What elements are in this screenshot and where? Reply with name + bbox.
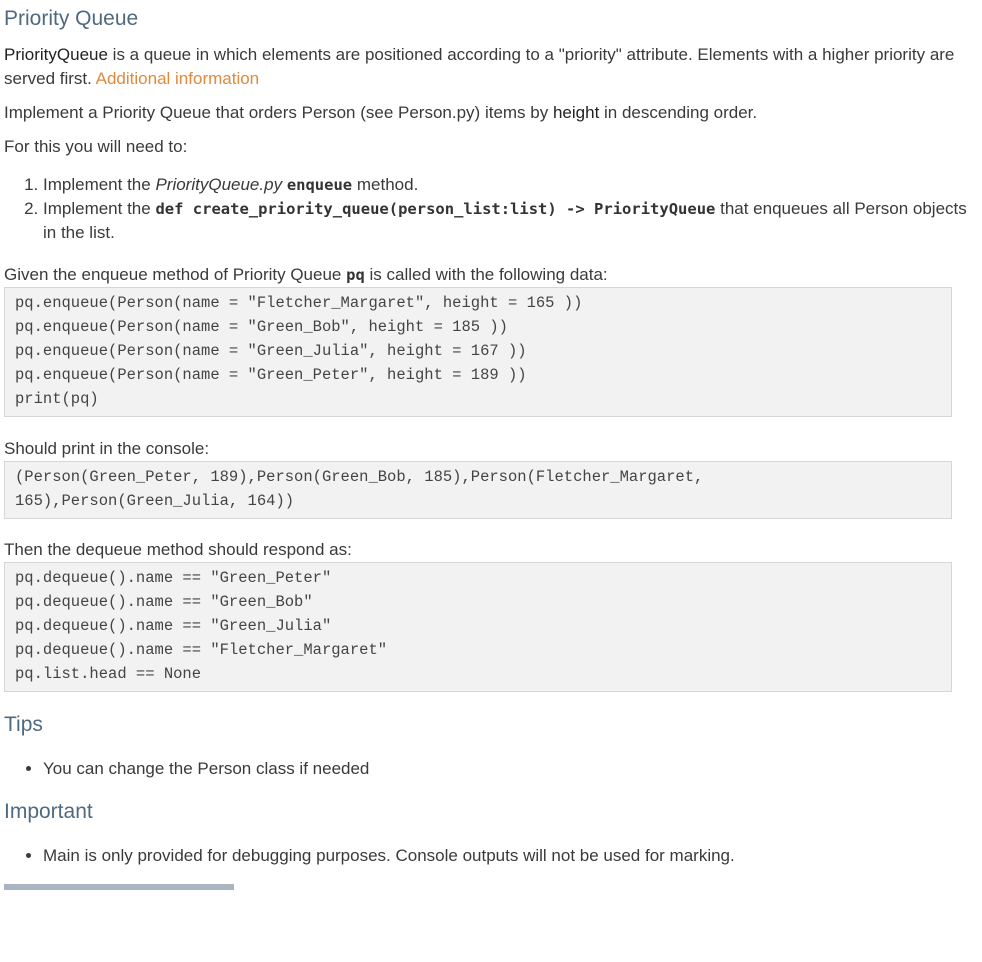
list-item: • You can change the Person class if needed	[43, 757, 972, 781]
cut-off-heading	[4, 884, 972, 890]
page-title: Priority Queue	[4, 7, 139, 30]
intro-term: PriorityQueue	[4, 45, 108, 64]
enqueue-code-block: pq.enqueue(Person(name = "Fletcher_Margaret", height = 165 )) pq.enqueue(Person(name = "Green_Bob", height = 185 )) pq.enqueue(Person(name = "Green_Julia", height = 167 )) pq.enqueue(Person(name = "Green_Peter", height = 189 )) print(pq)	[4, 287, 952, 417]
task-pre: Implement a Priority Queue that orders Person (see Person.py) items by	[4, 103, 553, 122]
dequeue-code-block: pq.dequeue().name == "Green_Peter" pq.dequeue().name == "Green_Bob" pq.dequeue().name == "Green_Julia" pq.dequeue().name == "Fletcher_Margaret" pq.list.head == None	[4, 562, 952, 692]
file-name: PriorityQueue.py	[155, 175, 283, 194]
intro-paragraph	[4, 43, 972, 91]
task-post: in descending order.	[599, 103, 758, 122]
intro-text: is a queue in which elements are positioned according to a "priority" attribute. Elements with a higher priority are served first.	[4, 45, 955, 88]
output-code-block: (Person(Green_Peter, 189),Person(Green_Bob, 185),Person(Fletcher_Margaret, 165),Person(Green_Julia, 164))	[4, 461, 952, 519]
important-heading: Important	[4, 800, 93, 823]
then-paragraph: Then the dequeue method should respond as:	[4, 540, 352, 559]
list-item: • Main is only provided for debugging purposes. Console outputs will not be used for marking.	[43, 844, 972, 868]
inline-code: enqueue	[286, 176, 353, 194]
important-list	[4, 844, 972, 868]
additional-information-link[interactable]: Additional information	[95, 69, 260, 88]
task-paragraph	[4, 101, 972, 125]
tips-list	[4, 757, 972, 781]
given-paragraph: Given the enqueue method of Priority Queue pq is called with the following data:	[4, 265, 608, 284]
list-item: 2. Implement the def create_priority_queue(person_list:list) -> PriorityQueue that enqueues all Person objects in the list.	[43, 197, 972, 245]
inline-code: pq	[346, 266, 365, 284]
inline-code: def create_priority_queue(person_list:list) -> PriorityQueue	[155, 200, 716, 218]
should-print-paragraph: Should print in the console:	[4, 439, 210, 458]
steps-list	[4, 173, 972, 245]
need-paragraph: For this you will need to:	[4, 137, 188, 156]
task-strong: height	[552, 103, 600, 122]
list-item: 1. Implement the PriorityQueue.py enqueue method.	[43, 173, 972, 197]
tips-heading: Tips	[4, 713, 43, 736]
